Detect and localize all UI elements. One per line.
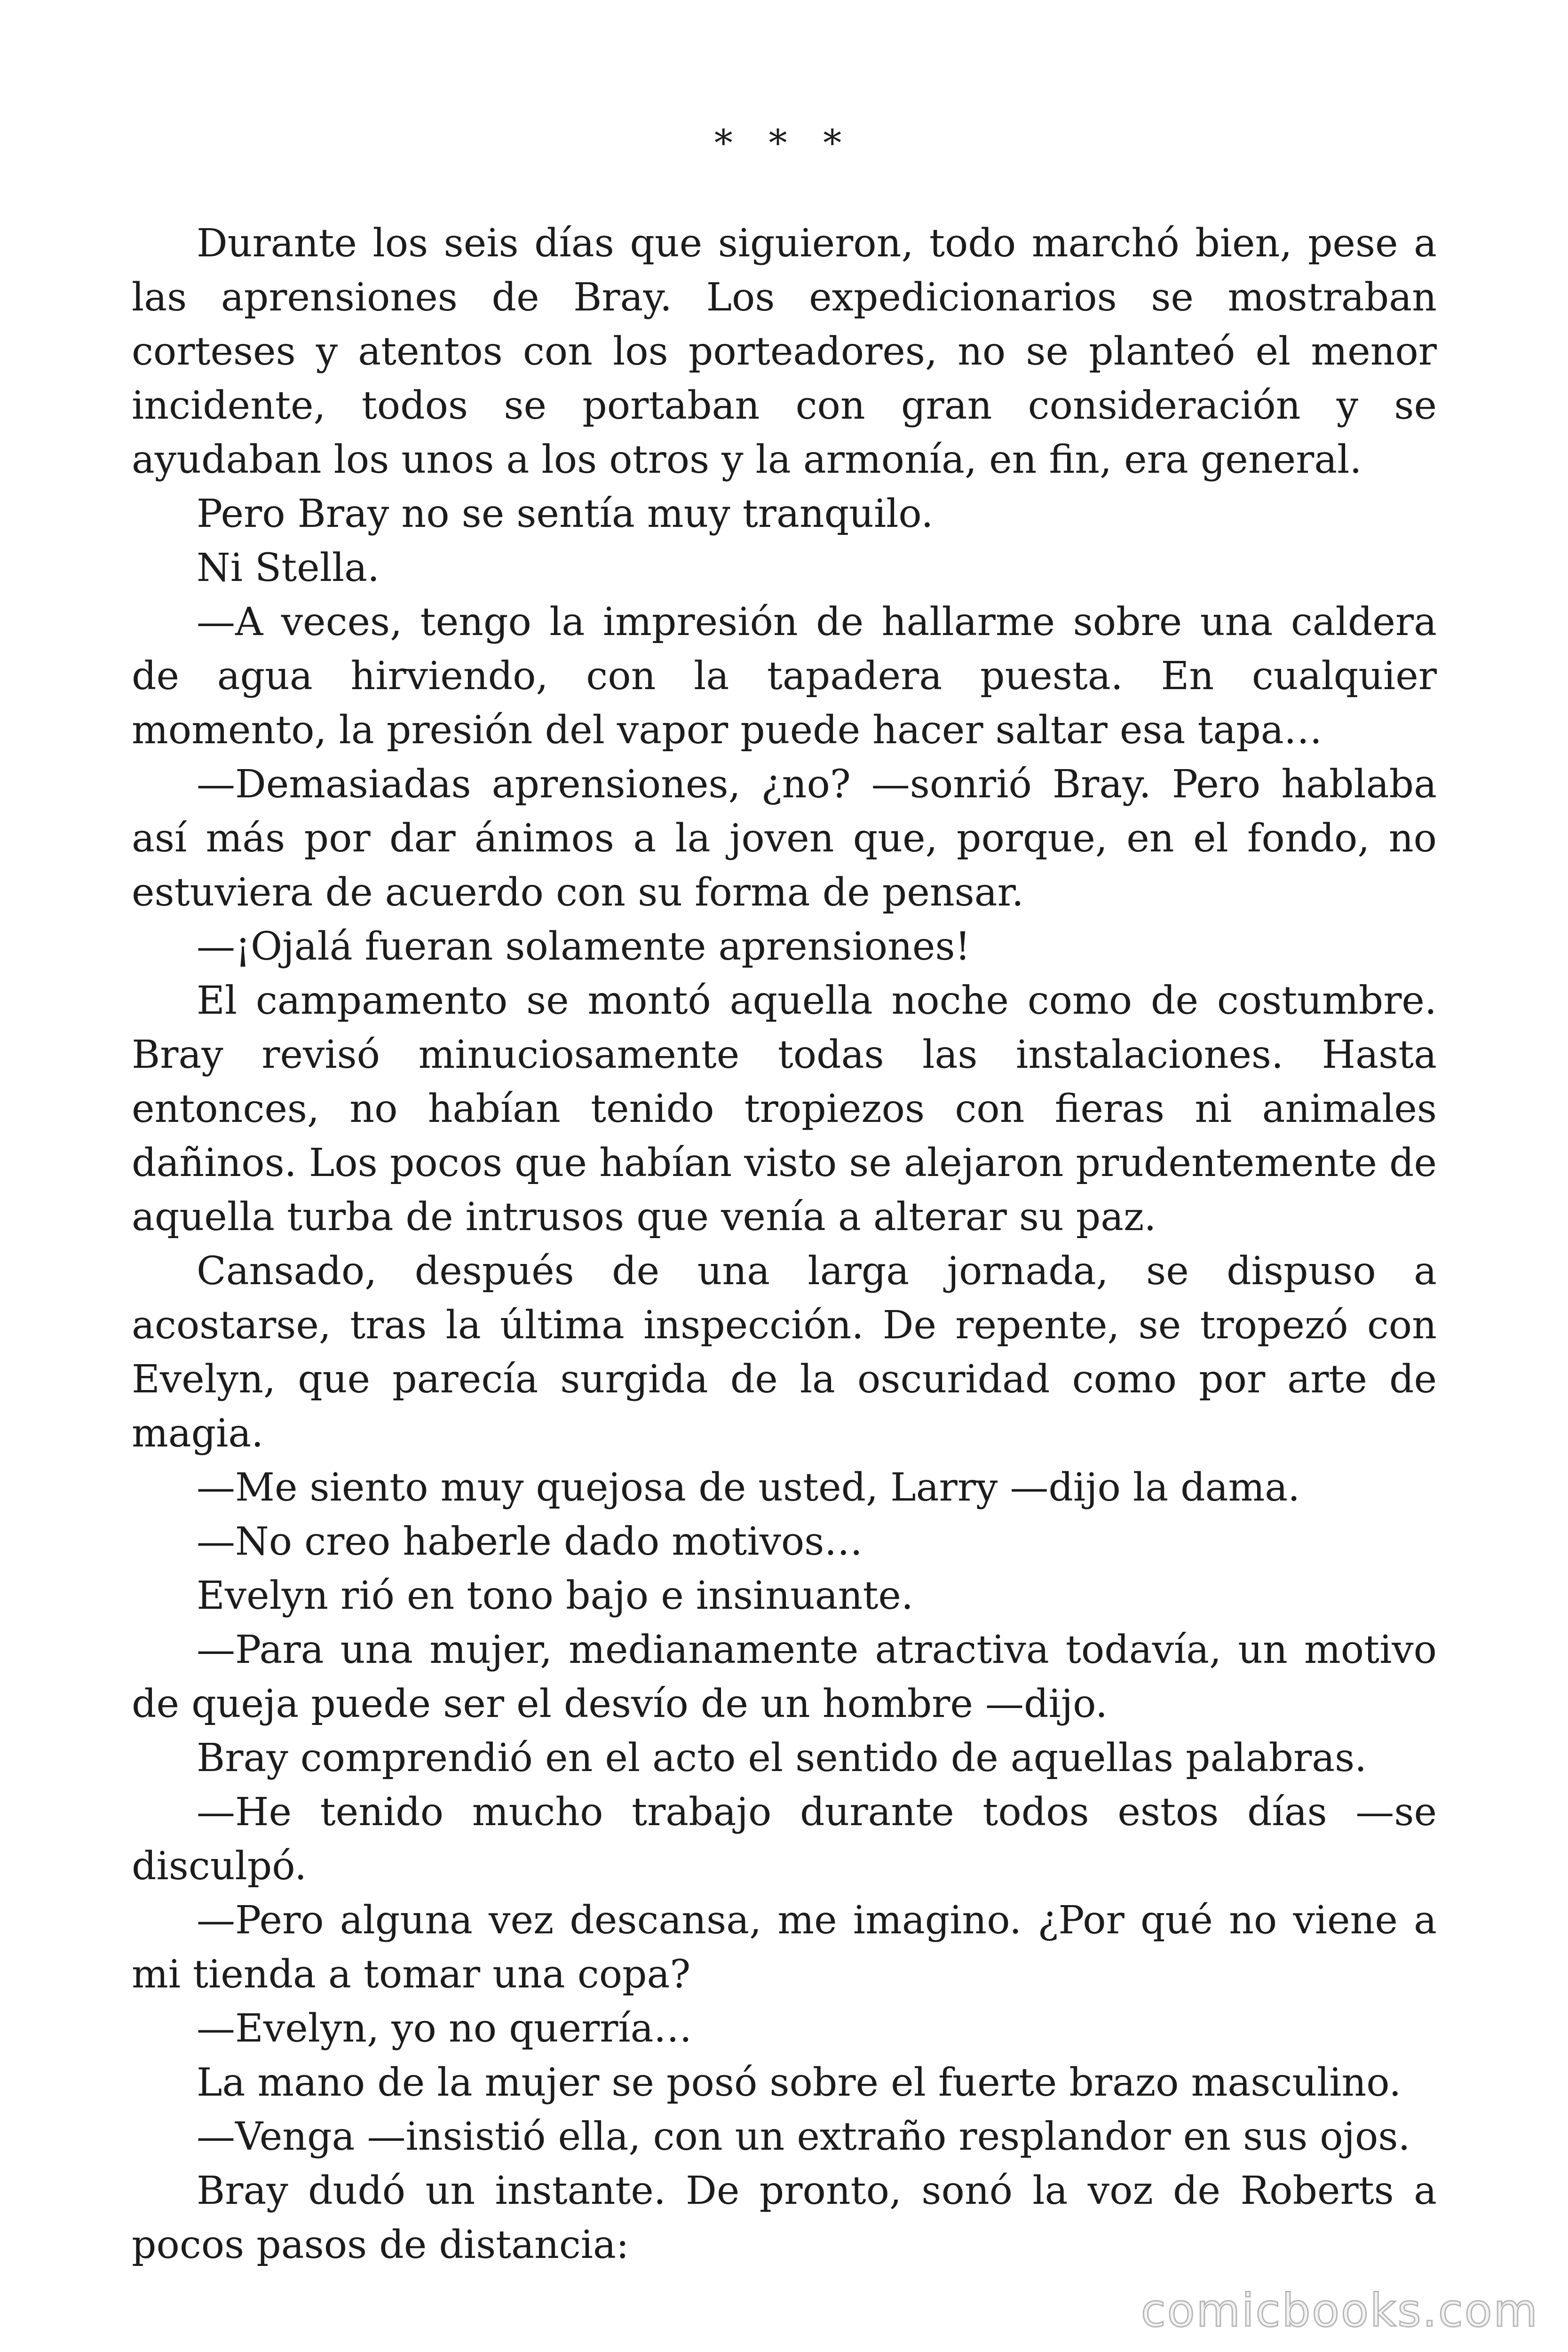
paragraph: Durante los seis días que siguieron, todo marchó bien, pese a las aprensiones de Bray. Los expedicionarios se mostraban corteses y atentos con los porteadores, no se planteó el menor incidente, todos se portaban con gran consideración y se ayudaban los unos a los otros y la armonía, en fin, era general. [132,221,1437,482]
scene-separator: * * * [714,122,854,165]
paragraph: Evelyn rió en tono bajo e insinuante. [197,1573,914,1618]
paragraph: —Demasiadas aprensiones, ¿no? —sonrió Bray. Pero hablaba así más por dar ánimos a la joven que, porque, en el fondo, no estuviera de acuerdo con su forma de pensar. [132,762,1437,915]
watermark-logo: comicbooks.com [1140,2284,1539,2337]
paragraph: —No creo haberle dado motivos… [197,1519,863,1564]
paragraph: Bray comprendió en el acto el sentido de aquellas palabras. [197,1736,1367,1780]
paragraph: —¡Ojalá fueran solamente aprensiones! [197,924,971,969]
paragraph: —Venga —insistió ella, con un extraño resplandor en sus ojos. [197,2114,1410,2159]
paragraph: —Para una mujer, medianamente atractiva todavía, un motivo de queja puede ser el desvío de un hombre —dijo. [132,1628,1437,1726]
paragraph: —Evelyn, yo no querría… [197,2006,692,2051]
text-body [132,216,1437,2272]
paragraph: —Me siento muy quejosa de usted, Larry —dijo la dama. [197,1465,1300,1510]
paragraph: La mano de la mujer se posó sobre el fuerte brazo masculino. [197,2060,1402,2105]
paragraph: Ni Stella. [197,546,380,590]
paragraph: —He tenido mucho trabajo durante todos estos días —se disculpó. [132,1790,1437,1889]
paragraph: —A veces, tengo la impresión de hallarme sobre una caldera de agua hirviendo, con la tapadera puesta. En cualquier momento, la presión del vapor puede hacer saltar esa tapa… [132,600,1437,753]
paragraph: El campamento se montó aquella noche como de costumbre. Bray revisó minuciosamente todas las instalaciones. Hasta entonces, no habían tenido tropiezos con fieras ni animales dañinos. Los pocos que habían visto se alejaron prudentemente de aquella turba de intrusos que venía a alterar su paz. [132,978,1437,1240]
paragraph: —Pero alguna vez descansa, me imagino. ¿Por qué no viene a mi tienda a tomar una copa? [132,1898,1437,1997]
paragraph: Pero Bray no se sentía muy tranquilo. [197,492,934,536]
paragraph: Bray dudó un instante. De pronto, sonó la voz de Roberts a pocos pasos de distancia: [132,2169,1437,2267]
paragraph: Cansado, después de una larga jornada, se dispuso a acostarse, tras la última inspección. De repente, se tropezó con Evelyn, que parecía surgida de la oscuridad como por arte de magia. [132,1249,1437,1456]
